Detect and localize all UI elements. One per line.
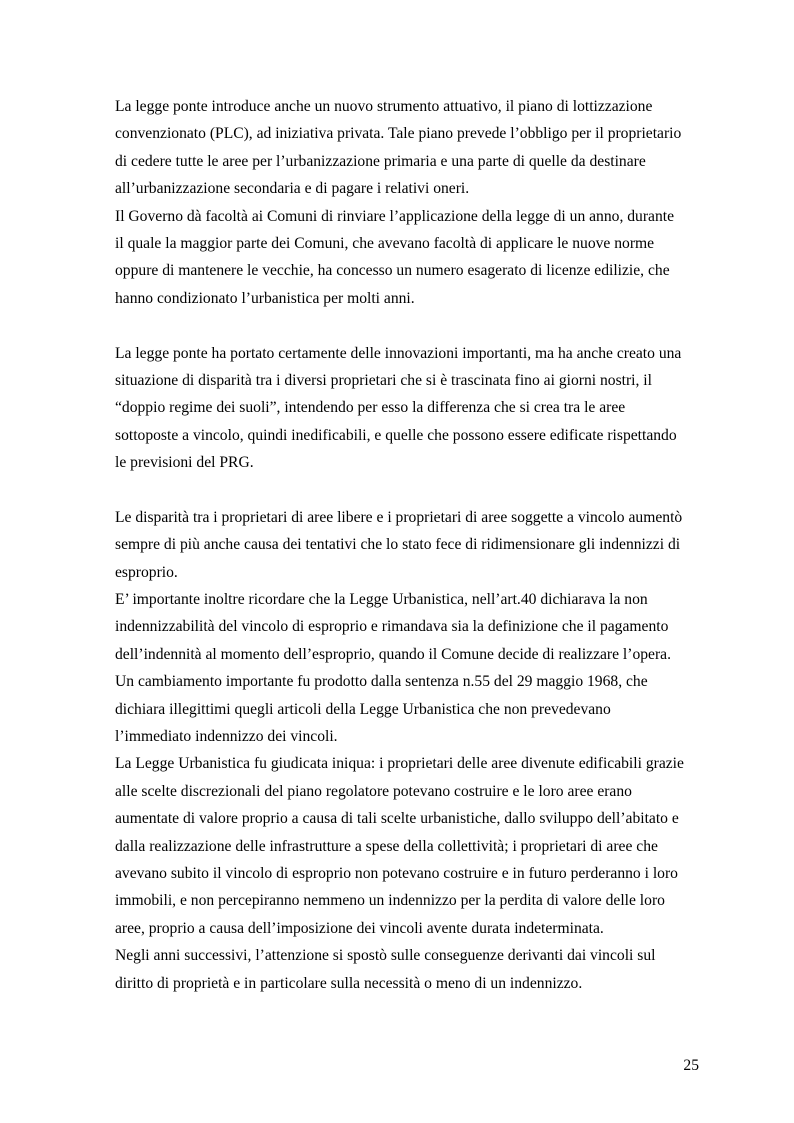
paragraph-4: [115, 504, 701, 586]
text-line: Negli anni successivi, l’attenzione si spostò sulle conseguenze derivanti dai vincoli sul: [115, 947, 656, 965]
text-line: sempre di più anche causa dei tentativi che lo stato fece di ridimensionare gli indennizzi di: [115, 536, 681, 554]
text-line: sottoposte a vincolo, quindi inedificabili, e quelle che possono essere edificate rispettando: [115, 426, 677, 444]
text-line: Un cambiamento importante fu prodotto dalla sentenza n.55 del 29 maggio 1968, che: [115, 673, 648, 691]
paragraph-8: [115, 942, 701, 997]
paragraph-2: [115, 203, 701, 313]
text-line: dalla realizzazione delle infrastrutture a spese della collettività; i proprietari di aree che: [115, 837, 658, 855]
text-line: aree, proprio a causa dell’imposizione dei vincoli avente durata indeterminata.: [115, 919, 604, 937]
text-line: La legge ponte ha portato certamente delle innovazioni importanti, ma ha anche creato una: [115, 344, 682, 362]
text-line: hanno condizionato l’urbanistica per molti anni.: [115, 289, 415, 307]
document-body: [115, 93, 701, 997]
text-line: esproprio.: [115, 563, 178, 581]
text-line: le previsioni del PRG.: [115, 454, 254, 472]
text-line: La legge ponte introduce anche un nuovo strumento attuativo, il piano di lottizzazione: [115, 98, 653, 115]
text-line: dell’indennità al momento dell’esproprio, quando il Comune decide di realizzare l’opera.: [115, 645, 671, 663]
text-line: situazione di disparità tra i diversi proprietari che si è trascinata fino ai giorni nostri, il: [115, 371, 652, 389]
text-line: aumentate di valore proprio a causa di tali scelte urbanistiche, dallo sviluppo dell’abitato e: [115, 810, 679, 828]
page-number: 25: [683, 1057, 699, 1074]
paragraph-5: [115, 586, 701, 668]
text-line: all’urbanizzazione secondaria e di pagare i relativi oneri.: [115, 180, 470, 198]
text-line: l’immediato indennizzo dei vincoli.: [115, 727, 338, 745]
text-line: il quale la maggior parte dei Comuni, che avevano facoltà di applicare le nuove norme: [115, 234, 655, 252]
paragraph-3: [115, 340, 701, 477]
text-line: E’ importante inoltre ricordare che la Legge Urbanistica, nell’art.40 dichiarava la non: [115, 591, 648, 609]
text-line: Il Governo dà facoltà ai Comuni di rinviare l’applicazione della legge di un anno, durante: [115, 207, 675, 225]
text-line: La Legge Urbanistica fu giudicata iniqua: i proprietari delle aree divenute edificabili grazie: [115, 755, 684, 773]
paragraph-spacer: [115, 312, 701, 339]
text-line: “doppio regime dei suoli”, intendendo per esso la differenza che si crea tra le aree: [115, 399, 626, 417]
paragraph-1: [115, 93, 701, 203]
text-line: alle scelte discrezionali del piano regolatore potevano costruire e le loro aree erano: [115, 782, 632, 800]
paragraph-7: [115, 750, 701, 942]
text-line: dichiara illegittimi quegli articoli della Legge Urbanistica che non prevedevano: [115, 700, 611, 718]
text-line: Le disparità tra i proprietari di aree libere e i proprietari di aree soggette a vincolo aumentò: [115, 508, 683, 526]
text-line: indennizzabilità del vincolo di esproprio e rimandava sia la definizione che il pagamento: [115, 618, 669, 636]
text-line: diritto di proprietà e in particolare sulla necessità o meno di un indennizzo.: [115, 974, 583, 992]
text-line: di cedere tutte le aree per l’urbanizzazione primaria e una parte di quelle da destinare: [115, 152, 646, 170]
text-line: convenzionato (PLC), ad iniziativa privata. Tale piano prevede l’obbligo per il proprietario: [115, 125, 682, 143]
text-line: immobili, e non percepiranno nemmeno un indennizzo per la perdita di valore delle loro: [115, 892, 665, 910]
text-line: oppure di mantenere le vecchie, ha concesso un numero esagerato di licenze edilizie, che: [115, 262, 670, 280]
text-line: avevano subito il vincolo di esproprio non potevano costruire e in futuro perderanno i loro: [115, 864, 678, 882]
paragraph-6: [115, 668, 701, 750]
paragraph-spacer: [115, 476, 701, 503]
